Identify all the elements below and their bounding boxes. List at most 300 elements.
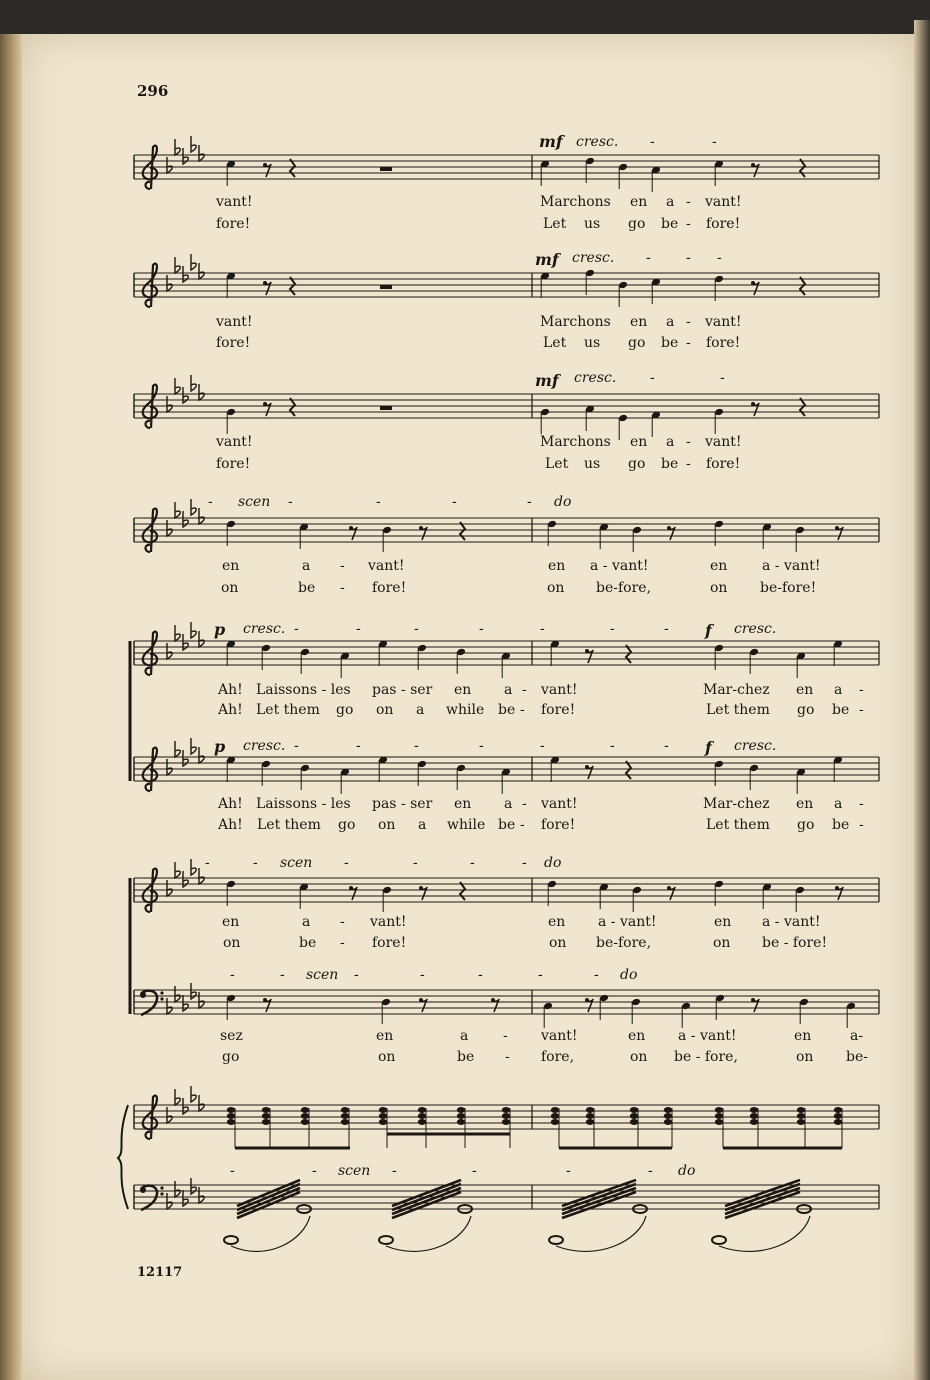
flat-icon — [167, 759, 172, 775]
lyric: a — [302, 558, 311, 574]
flat-icon — [199, 384, 204, 400]
rest-dot — [349, 886, 353, 890]
dynamic-dash: - — [650, 134, 655, 150]
rest-dot — [263, 163, 267, 167]
flat-icon — [175, 625, 180, 641]
chord-notehead — [750, 1113, 758, 1119]
dynamic-mf: mf — [539, 132, 563, 151]
dynamic-dash: - — [205, 855, 210, 871]
half-rest-icon — [380, 406, 392, 410]
flat-icon — [199, 263, 204, 279]
lyric: on — [547, 580, 565, 596]
lyric: be — [661, 216, 679, 232]
dynamic-dash: - — [420, 967, 425, 983]
lyric: be — [832, 702, 850, 718]
lyric: a — [834, 796, 843, 812]
flat-icon — [167, 396, 172, 412]
chord-notehead — [502, 1119, 510, 1125]
dynamic-scen: scen — [306, 967, 339, 983]
lyric: en — [796, 796, 814, 812]
dynamic-dash: - — [413, 855, 418, 871]
rest-dot — [491, 998, 495, 1002]
lyric: a - vant! — [762, 558, 821, 574]
chord-notehead — [262, 1119, 270, 1125]
lyric: be — [661, 335, 679, 351]
dynamic-cresc: cresc. — [734, 738, 777, 754]
lyric: go — [797, 817, 815, 833]
lyric: Marchons — [540, 194, 611, 210]
piano-brace-icon — [118, 1105, 128, 1209]
dynamic-dash: - — [664, 621, 669, 637]
lyric: a - vant! — [598, 914, 657, 930]
quarter-rest-icon — [626, 761, 631, 779]
bass-clef-dot — [160, 991, 163, 994]
lyric: fore, — [541, 1049, 575, 1065]
dynamic-dash: - — [594, 967, 599, 983]
chord-notehead — [227, 1113, 235, 1119]
lyric: - — [340, 935, 345, 951]
lyric: Let — [545, 456, 569, 472]
lyric: us — [584, 335, 601, 351]
flat-icon — [175, 1181, 180, 1197]
flat-icon — [175, 986, 180, 1002]
dynamic-dash: - — [376, 494, 381, 510]
lyric: a — [666, 314, 675, 330]
flat-icon — [183, 511, 188, 527]
flat-icon — [183, 995, 188, 1011]
dynamic-dash: - — [354, 967, 359, 983]
chord-notehead — [630, 1119, 638, 1125]
lyric: en — [710, 558, 728, 574]
dynamic-dash: - — [478, 967, 483, 983]
lyric: on — [221, 580, 239, 596]
lyric: on — [549, 935, 567, 951]
lyric: sez — [220, 1028, 243, 1044]
lyric: be-fore, — [596, 580, 652, 596]
chord-notehead — [797, 1113, 805, 1119]
lyric: en — [628, 1028, 646, 1044]
half-notehead — [224, 1236, 238, 1244]
lyric: on — [376, 702, 394, 718]
lyric: - — [686, 216, 691, 232]
dynamic-dash: - — [392, 1163, 397, 1179]
lyric: en — [222, 558, 240, 574]
rest-dot — [751, 163, 755, 167]
lyric: Let them — [706, 702, 770, 718]
dynamic-cresc: cresc. — [734, 621, 777, 637]
rest-dot — [667, 526, 671, 530]
chord-notehead — [457, 1119, 465, 1125]
lyric: fore! — [216, 335, 251, 351]
lyric: - — [686, 314, 691, 330]
flat-icon — [191, 738, 196, 754]
lyric: be - fore! — [762, 935, 828, 951]
chord-notehead — [341, 1107, 349, 1113]
lyric: en — [454, 796, 472, 812]
flat-icon — [191, 254, 196, 270]
chord-notehead — [715, 1113, 723, 1119]
flat-icon — [167, 643, 172, 659]
chord-notehead — [586, 1113, 594, 1119]
lyric: Ah! — [218, 702, 243, 718]
plate-number: 12117 — [137, 1265, 183, 1280]
chord-notehead — [750, 1107, 758, 1113]
lyric: - — [686, 335, 691, 351]
lyric: en — [630, 314, 648, 330]
rest-dot — [585, 998, 589, 1002]
chord-notehead — [227, 1107, 235, 1113]
lyric: - — [340, 558, 345, 574]
lyric: be — [661, 456, 679, 472]
dynamic-p: p — [214, 737, 226, 756]
dynamic-dash: - — [356, 621, 361, 637]
dynamic-do: do — [678, 1163, 696, 1179]
lyric: pas - ser — [372, 796, 433, 812]
bass-clef-dot — [160, 997, 163, 1000]
flat-icon — [167, 275, 172, 291]
lyric: a — [416, 702, 425, 718]
dynamic-dash: - — [230, 967, 235, 983]
lyric: go — [797, 702, 815, 718]
dynamic-dash: - — [230, 1163, 235, 1179]
lyric: en — [376, 1028, 394, 1044]
lyric: en — [630, 194, 648, 210]
flat-icon — [199, 747, 204, 763]
lyric: while — [446, 702, 485, 718]
rest-dot — [263, 998, 267, 1002]
dynamic-dash: - — [288, 494, 293, 510]
dynamic-dash: - — [414, 621, 419, 637]
dynamic-do: do — [554, 494, 572, 510]
lyric: us — [584, 456, 601, 472]
lyric: while — [447, 817, 486, 833]
chord-notehead — [551, 1113, 559, 1119]
chord-notehead — [301, 1119, 309, 1125]
lyric: a - vant! — [590, 558, 649, 574]
flat-icon — [199, 992, 204, 1008]
lyric: Marchons — [540, 314, 611, 330]
lyric: fore! — [216, 216, 251, 232]
flat-icon — [183, 1190, 188, 1206]
lyric: vant! — [368, 558, 405, 574]
slur — [719, 1216, 810, 1251]
quarter-rest-icon — [626, 645, 631, 663]
dynamic-dash: - — [686, 250, 691, 266]
chord-notehead — [341, 1113, 349, 1119]
page-number: 296 — [137, 82, 169, 100]
lyric: be — [299, 935, 317, 951]
lyric: be - fore, — [674, 1049, 738, 1065]
flat-icon — [183, 148, 188, 164]
lyric: vant! — [370, 914, 407, 930]
dynamic-dash: - — [479, 738, 484, 754]
flat-icon — [191, 859, 196, 875]
lyric: vant! — [705, 434, 742, 450]
dynamic-dash: - — [540, 738, 545, 754]
chord-notehead — [379, 1113, 387, 1119]
lyric: Let — [543, 335, 567, 351]
chord-notehead — [551, 1119, 559, 1125]
lyric: - — [503, 1028, 508, 1044]
dynamic-dash: - — [720, 370, 725, 386]
dynamic-mf: mf — [535, 371, 559, 390]
lyric: a - vant! — [762, 914, 821, 930]
lyric: pas - ser — [372, 682, 433, 698]
dynamic-dash: - — [312, 1163, 317, 1179]
dynamic-dash: - — [472, 1163, 477, 1179]
chord-notehead — [379, 1107, 387, 1113]
quarter-rest-icon — [800, 398, 805, 416]
lyric: a — [302, 914, 311, 930]
dynamic-f: f — [705, 738, 712, 757]
lyric: - — [505, 1049, 510, 1065]
rest-dot — [835, 526, 839, 530]
dynamic-scen: scen — [280, 855, 313, 871]
lyric: Ah! — [218, 817, 243, 833]
slur — [231, 1216, 310, 1251]
lyric: fore! — [372, 580, 407, 596]
flat-icon — [167, 880, 172, 896]
dynamic-do: do — [544, 855, 562, 871]
lyric: Laissons - les — [256, 796, 351, 812]
flat-icon — [199, 1095, 204, 1111]
rest-dot — [585, 765, 589, 769]
quarter-rest-icon — [290, 398, 295, 416]
chord-notehead — [630, 1107, 638, 1113]
flat-icon — [183, 387, 188, 403]
dynamic-dash: - — [540, 621, 545, 637]
chord-notehead — [834, 1113, 842, 1119]
chord-notehead — [227, 1119, 235, 1125]
lyric: on — [378, 1049, 396, 1065]
lyric: en — [548, 914, 566, 930]
lyric: Mar-chez — [703, 682, 770, 698]
lyric: go — [336, 702, 354, 718]
dynamic-dash: - — [294, 738, 299, 754]
lyric: on — [796, 1049, 814, 1065]
lyric: Marchons — [540, 434, 611, 450]
chord-notehead — [551, 1107, 559, 1113]
dynamic-do: do — [620, 967, 638, 983]
flat-icon — [191, 622, 196, 638]
lyric: a — [504, 682, 513, 698]
rest-dot — [419, 998, 423, 1002]
flat-icon — [191, 1086, 196, 1102]
lyric: - — [340, 914, 345, 930]
flat-icon — [175, 257, 180, 273]
rest-dot — [751, 281, 755, 285]
rest-dot — [751, 998, 755, 1002]
chord-notehead — [834, 1119, 842, 1125]
chord-notehead — [715, 1119, 723, 1125]
flat-icon — [183, 750, 188, 766]
bass-clef-dot — [140, 1187, 146, 1193]
flat-icon — [191, 375, 196, 391]
rest-dot — [751, 402, 755, 406]
lyric: - — [522, 682, 527, 698]
dynamic-cresc: cresc. — [574, 370, 617, 386]
flat-icon — [175, 502, 180, 518]
lyric: fore! — [706, 335, 741, 351]
lyric: - — [520, 702, 525, 718]
flat-icon — [175, 862, 180, 878]
half-rest-icon — [380, 167, 392, 171]
bass-clef-dot — [160, 1186, 163, 1189]
lyric: go — [628, 216, 646, 232]
lyric: on — [713, 935, 731, 951]
lyric: Ah! — [218, 796, 243, 812]
chord-notehead — [586, 1119, 594, 1125]
lyric: a — [834, 682, 843, 698]
lyric: a — [666, 194, 675, 210]
quarter-rest-icon — [290, 277, 295, 295]
lyric: Laissons - les — [256, 682, 351, 698]
quarter-rest-icon — [290, 159, 295, 177]
lyric: fore! — [541, 817, 576, 833]
lyric: en — [222, 914, 240, 930]
flat-icon — [183, 1098, 188, 1114]
lyric: on — [223, 935, 241, 951]
dynamic-dash: - — [650, 370, 655, 386]
lyric: be — [832, 817, 850, 833]
lyric: fore! — [372, 935, 407, 951]
chord-notehead — [457, 1113, 465, 1119]
lyric: en — [714, 914, 732, 930]
dynamic-mf: mf — [535, 250, 559, 269]
dynamic-dash: - — [452, 494, 457, 510]
lyric: on — [710, 580, 728, 596]
dynamic-dash: - — [208, 494, 213, 510]
dynamic-dash: - — [356, 738, 361, 754]
lyric: vant! — [216, 314, 253, 330]
quarter-rest-icon — [800, 159, 805, 177]
lyric: vant! — [705, 314, 742, 330]
dynamic-cresc: cresc. — [243, 738, 286, 754]
lyric: on — [630, 1049, 648, 1065]
dynamic-dash: - — [527, 494, 532, 510]
chord-notehead — [262, 1107, 270, 1113]
rest-dot — [419, 526, 423, 530]
lyric: Let them — [256, 702, 320, 718]
dynamic-dash: - — [712, 134, 717, 150]
rest-dot — [585, 649, 589, 653]
chord-notehead — [502, 1107, 510, 1113]
flat-icon — [199, 631, 204, 647]
dynamic-dash: - — [610, 738, 615, 754]
lyric: fore! — [706, 456, 741, 472]
dynamic-cresc: cresc. — [576, 134, 619, 150]
flat-icon — [167, 1193, 172, 1209]
lyric: Let — [543, 216, 567, 232]
dynamic-dash: - — [344, 855, 349, 871]
dynamic-dash: - — [253, 855, 258, 871]
flat-icon — [183, 634, 188, 650]
lyric: en — [454, 682, 472, 698]
lyric: go — [628, 456, 646, 472]
chord-notehead — [262, 1113, 270, 1119]
lyric: be — [298, 580, 316, 596]
rest-dot — [419, 886, 423, 890]
quarter-rest-icon — [800, 277, 805, 295]
flat-icon — [199, 1187, 204, 1203]
lyric: Mar-chez — [703, 796, 770, 812]
slur — [386, 1216, 471, 1251]
dynamic-dash: - — [538, 967, 543, 983]
rest-dot — [349, 526, 353, 530]
lyric: be- — [846, 1049, 868, 1065]
dynamic-dash: - — [522, 855, 527, 871]
rest-dot — [835, 886, 839, 890]
dynamic-dash: - — [294, 621, 299, 637]
flat-icon — [167, 998, 172, 1014]
dynamic-dash: - — [610, 621, 615, 637]
lyric: - — [859, 682, 864, 698]
chord-notehead — [301, 1107, 309, 1113]
flat-icon — [175, 378, 180, 394]
rest-dot — [263, 402, 267, 406]
lyric: vant! — [541, 796, 578, 812]
dynamic-dash: - — [664, 738, 669, 754]
dynamic-dash: - — [414, 738, 419, 754]
lyric: Let them — [257, 817, 321, 833]
lyric: en — [796, 682, 814, 698]
lyric: a — [418, 817, 427, 833]
flat-icon — [191, 983, 196, 999]
lyric: us — [584, 216, 601, 232]
flat-icon — [167, 157, 172, 173]
dynamic-dash: - — [566, 1163, 571, 1179]
dynamic-dash: - — [479, 621, 484, 637]
lyric: en — [630, 434, 648, 450]
lyric: go — [338, 817, 356, 833]
half-notehead — [549, 1236, 563, 1244]
flat-icon — [191, 1178, 196, 1194]
dynamic-scen: scen — [338, 1163, 371, 1179]
half-notehead — [712, 1236, 726, 1244]
chord-notehead — [797, 1119, 805, 1125]
chord-notehead — [418, 1119, 426, 1125]
chord-notehead — [457, 1107, 465, 1113]
flat-icon — [167, 520, 172, 536]
flat-icon — [175, 139, 180, 155]
chord-notehead — [664, 1119, 672, 1125]
lyric: be — [498, 702, 516, 718]
lyric: - — [686, 194, 691, 210]
flat-icon — [199, 145, 204, 161]
lyric: vant! — [541, 1028, 578, 1044]
lyric: vant! — [216, 194, 253, 210]
flat-icon — [175, 741, 180, 757]
rest-dot — [667, 886, 671, 890]
lyric: - — [859, 817, 864, 833]
rest-dot — [263, 281, 267, 285]
lyric: - — [686, 456, 691, 472]
lyric: go — [628, 335, 646, 351]
lyric: - — [859, 702, 864, 718]
bass-clef-dot — [160, 1192, 163, 1195]
lyric: Let them — [706, 817, 770, 833]
chord-notehead — [750, 1119, 758, 1125]
lyric: a — [666, 434, 675, 450]
dynamic-scen: scen — [238, 494, 271, 510]
quarter-rest-icon — [460, 522, 465, 540]
chord-notehead — [834, 1107, 842, 1113]
chord-notehead — [664, 1113, 672, 1119]
chord-notehead — [418, 1113, 426, 1119]
lyric: fore! — [216, 456, 251, 472]
quarter-rest-icon — [460, 882, 465, 900]
flat-icon — [183, 871, 188, 887]
